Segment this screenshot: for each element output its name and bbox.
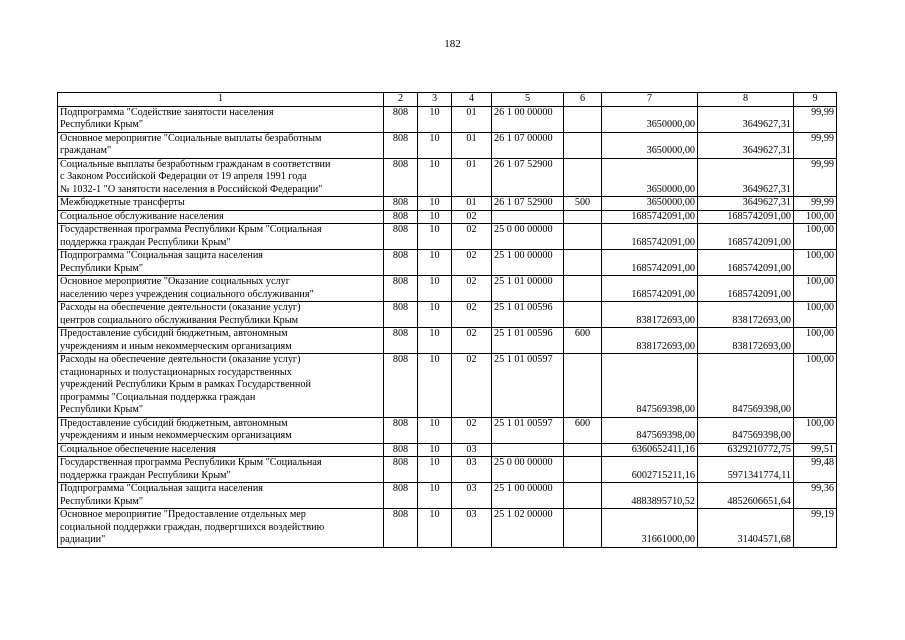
execution-percent-cell: 99,36 <box>794 483 837 509</box>
row-name-cell: Социальное обслуживание населения <box>58 210 384 224</box>
subsection-code-cell: 02 <box>452 276 492 302</box>
actual-amount-cell: 838172693,00 <box>698 328 794 354</box>
subsection-code-cell: 03 <box>452 509 492 548</box>
target-article-cell: 25 1 00 00000 <box>492 250 564 276</box>
planned-amount-cell: 838172693,00 <box>602 302 698 328</box>
actual-amount-cell: 3649627,31 <box>698 158 794 197</box>
subsection-code-cell: 01 <box>452 158 492 197</box>
planned-amount-cell: 1685742091,00 <box>602 210 698 224</box>
column-header: 1 <box>58 93 384 107</box>
ministry-code-cell: 808 <box>384 132 418 158</box>
planned-amount-cell: 4883895710,52 <box>602 483 698 509</box>
target-article-cell: 25 0 00 00000 <box>492 224 564 250</box>
actual-amount-cell: 3649627,31 <box>698 197 794 211</box>
column-header: 7 <box>602 93 698 107</box>
actual-amount-cell: 4852606651,64 <box>698 483 794 509</box>
row-name-cell: Государственная программа Республики Крым "Социальная поддержка граждан Республики Крым" <box>58 457 384 483</box>
table-row <box>58 443 837 457</box>
ministry-code-cell: 808 <box>384 158 418 197</box>
actual-amount-cell: 6329210772,75 <box>698 443 794 457</box>
row-name-cell: Подпрограмма "Содействие занятости населения Республики Крым" <box>58 106 384 132</box>
planned-amount-cell: 1685742091,00 <box>602 276 698 302</box>
planned-amount-cell: 847569398,00 <box>602 417 698 443</box>
row-name-cell: Межбюджетные трансферты <box>58 197 384 211</box>
expense-type-cell <box>564 210 602 224</box>
execution-percent-cell: 99,99 <box>794 158 837 197</box>
row-name-cell: Предоставление субсидий бюджетным, автономным учреждениям и иным некоммерческим организациям <box>58 417 384 443</box>
execution-percent-cell: 99,99 <box>794 132 837 158</box>
ministry-code-cell: 808 <box>384 106 418 132</box>
table-row <box>58 302 837 328</box>
expense-type-cell <box>564 443 602 457</box>
table-row <box>58 250 837 276</box>
subsection-code-cell: 02 <box>452 302 492 328</box>
execution-percent-cell: 99,48 <box>794 457 837 483</box>
execution-percent-cell: 100,00 <box>794 210 837 224</box>
target-article-cell: 25 1 01 00000 <box>492 276 564 302</box>
subsection-code-cell: 02 <box>452 224 492 250</box>
subsection-code-cell: 01 <box>452 106 492 132</box>
subsection-code-cell: 01 <box>452 197 492 211</box>
execution-percent-cell: 100,00 <box>794 354 837 418</box>
ministry-code-cell: 808 <box>384 302 418 328</box>
table-row <box>58 158 837 197</box>
row-name-cell: Основное мероприятие "Предоставление отдельных мер социальной поддержки граждан, подвергшихся воздействию радиации" <box>58 509 384 548</box>
expense-type-cell <box>564 302 602 328</box>
target-article-cell: 25 1 01 00597 <box>492 354 564 418</box>
actual-amount-cell: 847569398,00 <box>698 417 794 443</box>
actual-amount-cell: 838172693,00 <box>698 302 794 328</box>
table-row <box>58 417 837 443</box>
execution-percent-cell: 99,99 <box>794 106 837 132</box>
execution-percent-cell: 100,00 <box>794 276 837 302</box>
ministry-code-cell: 808 <box>384 224 418 250</box>
planned-amount-cell: 3650000,00 <box>602 106 698 132</box>
execution-percent-cell: 100,00 <box>794 250 837 276</box>
actual-amount-cell: 5971341774,11 <box>698 457 794 483</box>
section-code-cell: 10 <box>418 509 452 548</box>
expense-type-cell <box>564 509 602 548</box>
row-name-cell: Социальное обеспечение населения <box>58 443 384 457</box>
target-article-cell: 26 1 07 52900 <box>492 197 564 211</box>
ministry-code-cell: 808 <box>384 210 418 224</box>
target-article-cell: 25 0 00 00000 <box>492 457 564 483</box>
execution-percent-cell: 99,19 <box>794 509 837 548</box>
ministry-code-cell: 808 <box>384 250 418 276</box>
ministry-code-cell: 808 <box>384 443 418 457</box>
table-header-row <box>58 93 837 107</box>
execution-percent-cell: 100,00 <box>794 224 837 250</box>
row-name-cell: Социальные выплаты безработным гражданам в соответствии с Законом Российской Федерации от 19 апреля 1991 года № 1032-1 "О занятости населения в Российской Федерации" <box>58 158 384 197</box>
section-code-cell: 10 <box>418 106 452 132</box>
section-code-cell: 10 <box>418 197 452 211</box>
target-article-cell: 26 1 00 00000 <box>492 106 564 132</box>
expense-type-cell <box>564 132 602 158</box>
table-row <box>58 276 837 302</box>
expense-type-cell <box>564 354 602 418</box>
row-name-cell: Расходы на обеспечение деятельности (оказание услуг) центров социального обслуживания Республики Крым <box>58 302 384 328</box>
row-name-cell: Расходы на обеспечение деятельности (оказание услуг) стационарных и полустационарных государственных учреждений Республики Крым в рамках Государственной программы "Социальная поддержка граждан Республики Крым" <box>58 354 384 418</box>
execution-percent-cell: 99,99 <box>794 197 837 211</box>
target-article-cell: 26 1 07 00000 <box>492 132 564 158</box>
ministry-code-cell: 808 <box>384 509 418 548</box>
page-number: 182 <box>444 38 461 50</box>
planned-amount-cell: 31661000,00 <box>602 509 698 548</box>
subsection-code-cell: 02 <box>452 250 492 276</box>
column-header: 5 <box>492 93 564 107</box>
row-name-cell: Подпрограмма "Социальная защита населения Республики Крым" <box>58 250 384 276</box>
actual-amount-cell: 847569398,00 <box>698 354 794 418</box>
row-name-cell: Государственная программа Республики Крым "Социальная поддержка граждан Республики Крым" <box>58 224 384 250</box>
actual-amount-cell: 31404571,68 <box>698 509 794 548</box>
row-name-cell: Подпрограмма "Социальная защита населения Республики Крым" <box>58 483 384 509</box>
ministry-code-cell: 808 <box>384 328 418 354</box>
section-code-cell: 10 <box>418 354 452 418</box>
subsection-code-cell: 02 <box>452 328 492 354</box>
actual-amount-cell: 3649627,31 <box>698 132 794 158</box>
planned-amount-cell: 3650000,00 <box>602 158 698 197</box>
target-article-cell: 25 1 01 00596 <box>492 302 564 328</box>
column-header: 9 <box>794 93 837 107</box>
planned-amount-cell: 6360652411,16 <box>602 443 698 457</box>
subsection-code-cell: 02 <box>452 354 492 418</box>
section-code-cell: 10 <box>418 417 452 443</box>
column-header: 3 <box>418 93 452 107</box>
actual-amount-cell: 1685742091,00 <box>698 224 794 250</box>
execution-percent-cell: 100,00 <box>794 417 837 443</box>
target-article-cell: 25 1 00 00000 <box>492 483 564 509</box>
column-header: 6 <box>564 93 602 107</box>
table-row <box>58 328 837 354</box>
subsection-code-cell: 03 <box>452 443 492 457</box>
planned-amount-cell: 3650000,00 <box>602 132 698 158</box>
actual-amount-cell: 3649627,31 <box>698 106 794 132</box>
table-row <box>58 509 837 548</box>
target-article-cell <box>492 443 564 457</box>
section-code-cell: 10 <box>418 457 452 483</box>
expense-type-cell <box>564 106 602 132</box>
table-row <box>58 224 837 250</box>
section-code-cell: 10 <box>418 132 452 158</box>
planned-amount-cell: 847569398,00 <box>602 354 698 418</box>
column-header: 2 <box>384 93 418 107</box>
expense-type-cell <box>564 250 602 276</box>
table-row <box>58 210 837 224</box>
planned-amount-cell: 1685742091,00 <box>602 250 698 276</box>
actual-amount-cell: 1685742091,00 <box>698 276 794 302</box>
subsection-code-cell: 02 <box>452 417 492 443</box>
row-name-cell: Основное мероприятие "Оказание социальных услуг населению через учреждения социального обслуживания" <box>58 276 384 302</box>
budget-table <box>57 92 837 548</box>
expense-type-cell <box>564 483 602 509</box>
section-code-cell: 10 <box>418 158 452 197</box>
table-row <box>58 483 837 509</box>
subsection-code-cell: 03 <box>452 483 492 509</box>
table-row <box>58 132 837 158</box>
row-name-cell: Основное мероприятие "Социальные выплаты безработным гражданам" <box>58 132 384 158</box>
table-row <box>58 106 837 132</box>
target-article-cell: 26 1 07 52900 <box>492 158 564 197</box>
ministry-code-cell: 808 <box>384 417 418 443</box>
section-code-cell: 10 <box>418 483 452 509</box>
actual-amount-cell: 1685742091,00 <box>698 210 794 224</box>
subsection-code-cell: 02 <box>452 210 492 224</box>
table-row <box>58 197 837 211</box>
section-code-cell: 10 <box>418 302 452 328</box>
ministry-code-cell: 808 <box>384 457 418 483</box>
target-article-cell: 25 1 01 00596 <box>492 328 564 354</box>
execution-percent-cell: 100,00 <box>794 302 837 328</box>
ministry-code-cell: 808 <box>384 276 418 302</box>
ministry-code-cell: 808 <box>384 354 418 418</box>
expense-type-cell: 600 <box>564 417 602 443</box>
table-row <box>58 457 837 483</box>
section-code-cell: 10 <box>418 210 452 224</box>
expense-type-cell <box>564 158 602 197</box>
target-article-cell <box>492 210 564 224</box>
planned-amount-cell: 838172693,00 <box>602 328 698 354</box>
target-article-cell: 25 1 02 00000 <box>492 509 564 548</box>
expense-type-cell: 500 <box>564 197 602 211</box>
subsection-code-cell: 03 <box>452 457 492 483</box>
planned-amount-cell: 3650000,00 <box>602 197 698 211</box>
actual-amount-cell: 1685742091,00 <box>698 250 794 276</box>
expense-type-cell <box>564 224 602 250</box>
column-header: 8 <box>698 93 794 107</box>
ministry-code-cell: 808 <box>384 197 418 211</box>
execution-percent-cell: 100,00 <box>794 328 837 354</box>
section-code-cell: 10 <box>418 276 452 302</box>
expense-type-cell <box>564 457 602 483</box>
execution-percent-cell: 99,51 <box>794 443 837 457</box>
section-code-cell: 10 <box>418 328 452 354</box>
table-row <box>58 354 837 418</box>
row-name-cell: Предоставление субсидий бюджетным, автономным учреждениям и иным некоммерческим организациям <box>58 328 384 354</box>
planned-amount-cell: 6002715211,16 <box>602 457 698 483</box>
expense-type-cell: 600 <box>564 328 602 354</box>
expense-type-cell <box>564 276 602 302</box>
section-code-cell: 10 <box>418 224 452 250</box>
section-code-cell: 10 <box>418 443 452 457</box>
planned-amount-cell: 1685742091,00 <box>602 224 698 250</box>
ministry-code-cell: 808 <box>384 483 418 509</box>
target-article-cell: 25 1 01 00597 <box>492 417 564 443</box>
section-code-cell: 10 <box>418 250 452 276</box>
column-header: 4 <box>452 93 492 107</box>
subsection-code-cell: 01 <box>452 132 492 158</box>
